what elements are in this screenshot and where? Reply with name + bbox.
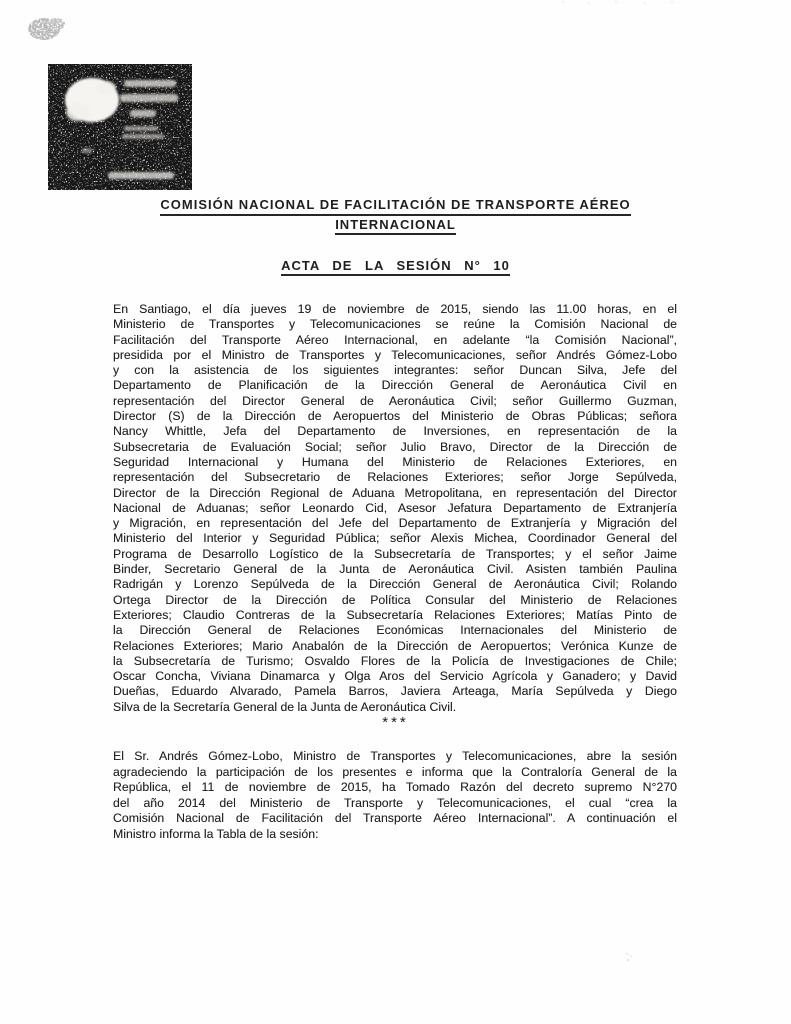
document-title-line2: INTERNACIONAL	[335, 216, 456, 236]
text-line: la Subsecretaría de Turismo; Osvaldo Flores de la Policía de Investigaciones de Chile;	[113, 653, 677, 668]
text-line: Exteriores; Claudio Contreras de la Subsecretaría Relaciones Exteriores; Matías Pinto de	[113, 607, 677, 622]
opening-paragraph	[113, 302, 677, 715]
text-line: representación del Subsecretario de Relaciones Exteriores; señor Jorge Sepúlveda,	[113, 470, 677, 485]
document-title	[0, 196, 791, 235]
text-line: Programa de Desarrollo Logístico de la Subsecretaría de Transportes; y el señor Jaime	[113, 546, 677, 561]
text-line: agradeciendo la participación de los presentes e informa que la Contraloría General de la	[113, 764, 677, 779]
text-line: representación del Director General de Aeronáutica Civil; señor Guillermo Guzman,	[113, 393, 677, 408]
text-line: Ministerio de Transportes y Telecomunicaciones se reúne la Comisión Nacional de	[113, 317, 677, 332]
text-line: Nacional de Aduanas; señor Leonardo Cid, Asesor Jefatura Departamento de Extranjería	[113, 500, 677, 515]
session-heading-text: ACTA DE LA SESIÓN N° 10	[281, 258, 510, 276]
text-line: Director de la Dirección Regional de Aduana Metropolitana, en representación del Director	[113, 485, 677, 500]
text-line: Subsecretaria de Evaluación Social; señor Julio Bravo, Director de la Dirección de	[113, 439, 677, 454]
text-line: Ministerio del Interior y Seguridad Pública; señor Alexis Michea, Coordinador General del	[113, 531, 677, 546]
text-line: Relaciones Exteriores; Mario Anabalón de la Dirección de Aeropuertos; Verónica Kunze de	[113, 638, 677, 653]
text-line: Dueñas, Eduardo Alvarado, Pamela Barros, Javiera Arteaga, María Sepúlveda y Diego	[113, 684, 677, 699]
text-line: Binder, Secretario General de la Junta de Aeronáutica Civil. Asisten también Paulina	[113, 562, 677, 577]
text-line: Comisión Nacional de Facilitación del Transporte Aéreo Internacional”. A continuación el	[113, 811, 677, 825]
text-line: Ministro informa la Tabla de la sesión:	[113, 826, 319, 841]
scan-artifact-specks	[555, 0, 685, 5]
text-line: Seguridad Internacional y Humana del Ministerio de Relaciones Exteriores, en	[113, 454, 677, 469]
session-paragraph	[113, 749, 677, 842]
text-line: Silva de la Secretaría General de la Junta de Aeronáutica Civil.	[113, 699, 457, 714]
section-separator: ***	[382, 714, 409, 731]
text-line: Nancy Whittle, Jefa del Departamento de Inversiones, en representación de la	[113, 424, 677, 439]
text-line: El Sr. Andrés Gómez-Lobo, Ministro de Transportes y Telecomunicaciones, abre la sesión	[113, 749, 677, 763]
text-line: Radrigán y Lorenzo Sepúlveda de la Dirección General de Aeronáutica Civil; Rolando	[113, 577, 677, 592]
pencil-smudge-mark	[24, 12, 70, 46]
text-line: Ortega Director de la Dirección de Política Consular del Ministerio de Relaciones	[113, 592, 677, 607]
text-line: Facilitación del Transporte Aéreo Internacional, en adelante “la Comisión Nacional”,	[113, 332, 677, 347]
scan-artifact-speck	[622, 950, 636, 964]
text-line: Departamento de Planificación de la Dirección General de Aeronáutica Civil en	[113, 378, 677, 393]
session-heading	[0, 258, 791, 276]
text-line: del año 2014 del Ministerio de Transporte y Telecomunicaciones, el cual “crea la	[113, 795, 677, 810]
text-line: República, el 11 de noviembre de 2015, ha Tomado Razón del decreto supremo N°270	[113, 780, 677, 794]
document-header	[0, 196, 791, 235]
text-line: Oscar Concha, Viviana Dinamarca y Olga Aros del Servicio Agrícola y Ganadero; y David	[113, 669, 677, 684]
text-line: y con la asistencia de los siguientes integrantes: señor Duncan Silva, Jefe del	[113, 363, 677, 378]
text-line: y Migración, en representación del Jefe del Departamento de Extranjería y Migración del	[113, 516, 677, 531]
text-line: Director (S) de la Dirección de Aeropuertos del Ministerio de Obras Públicas; señora	[113, 409, 677, 424]
scanned-stamp-logo	[48, 64, 192, 190]
text-line: presidida por el Ministro de Transportes y Telecomunicaciones, señor Andrés Gómez-Lobo	[113, 347, 677, 362]
text-line: la Dirección General de Relaciones Económicas Internacionales del Ministerio de	[113, 623, 677, 638]
document-title-line1: COMISIÓN NACIONAL DE FACILITACIÓN DE TRANSPORTE AÉREO	[160, 196, 630, 216]
text-line: En Santiago, el día jueves 19 de noviembre de 2015, siendo las 11.00 horas, en el	[113, 302, 677, 316]
